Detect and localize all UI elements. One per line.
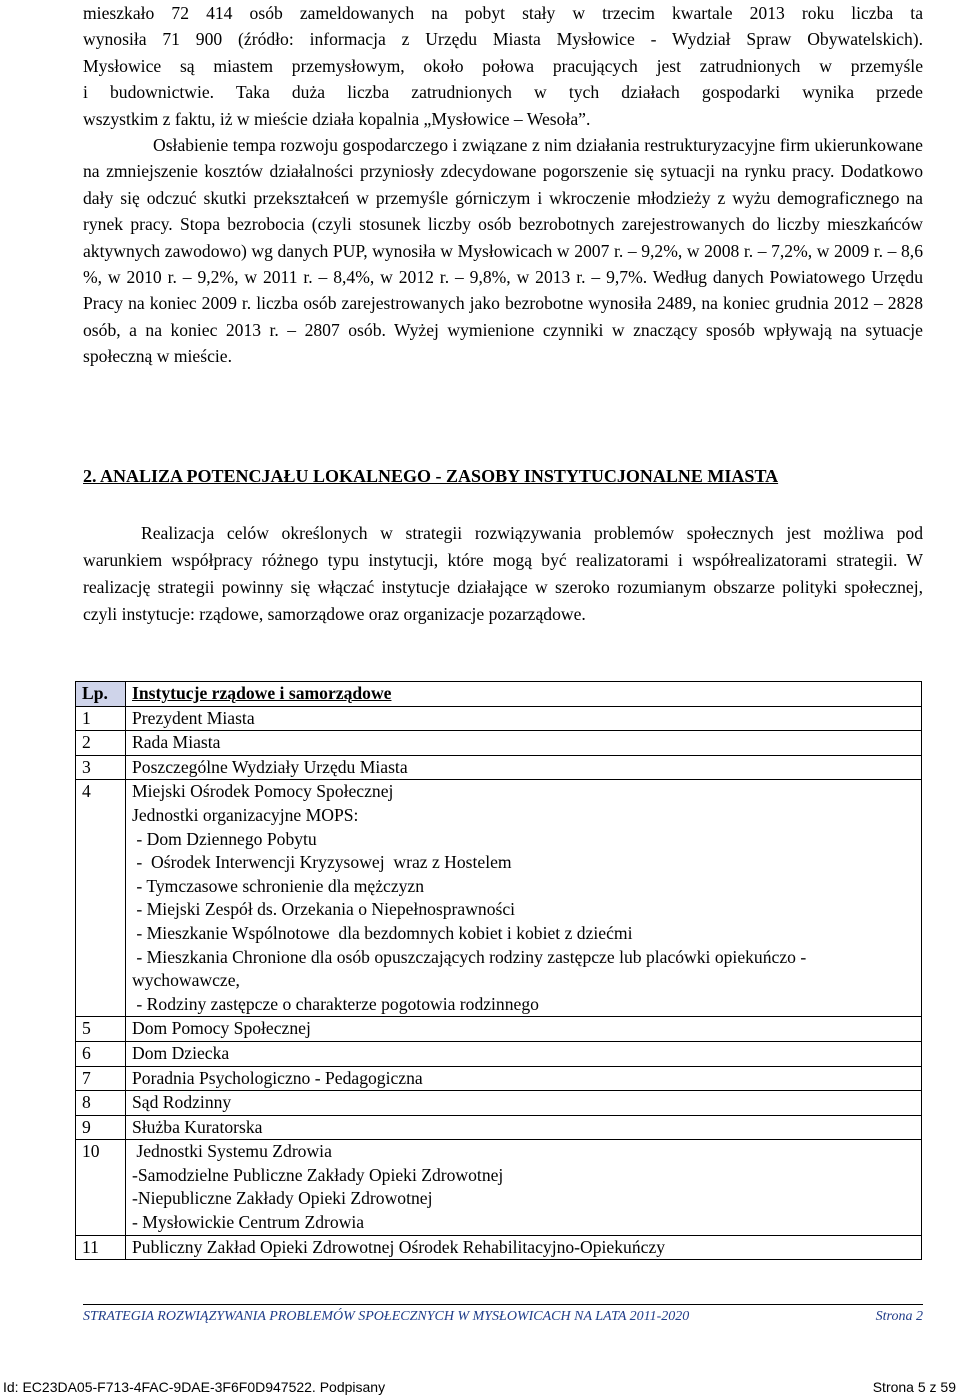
table-row xyxy=(76,706,922,731)
footer-divider xyxy=(83,1304,923,1305)
section-2 xyxy=(83,520,923,628)
intro-paragraph-1 xyxy=(83,0,923,106)
intro-line: Mysłowice są miastem przemysłowym, około połowa pracujących jest zatrudnionych w przemyśle xyxy=(83,55,923,76)
row-lp: 4 xyxy=(76,780,126,1017)
institution-line: - Ośrodek Interwencji Kryzysowej wraz z Hostelem xyxy=(132,852,512,873)
institution-line: Jednostki organizacyjne MOPS: xyxy=(132,804,359,825)
table-row xyxy=(76,1140,922,1235)
header-name-text: Instytucje rządowe i samorządowe xyxy=(132,683,392,703)
institution-line: - Mysłowickie Centrum Zdrowia xyxy=(132,1212,365,1233)
table-row xyxy=(76,755,922,780)
table-row xyxy=(76,731,922,756)
institution-line: Jednostki Systemu Zdrowia xyxy=(132,1141,332,1162)
row-lp: 1 xyxy=(76,706,126,731)
section-2-paragraph: Realizacja celów określonych w strategii rozwiązywania problemów społecznych jest możliwa pod warunkiem współpracy różnego typu instytucji, które mogą być realizatorami i współrealizatorami strategii. W realizację strategii powinny się włączać instytucje działające w szeroko rozumianym obszarze polityki społecznej, czyli instytucje: rządowe, samorządowe oraz organizacje pozarządowe. xyxy=(83,523,923,624)
header-name xyxy=(126,682,922,707)
institution-line: Rada Miasta xyxy=(132,732,221,753)
institution-line: Sąd Rodzinny xyxy=(132,1092,232,1113)
row-institution xyxy=(126,1091,922,1116)
page-footer xyxy=(83,1309,923,1325)
institution-line: - Mieszkania Chronione dla osób opuszczających rodziny zastępcze lub placówki opiekuńczo - wychowawcze, xyxy=(132,946,811,991)
row-institution xyxy=(126,1041,922,1066)
institution-line: Dom Pomocy Społecznej xyxy=(132,1018,311,1039)
table-row xyxy=(76,1091,922,1116)
institution-line: Prezydent Miasta xyxy=(132,707,255,728)
row-lp: 9 xyxy=(76,1115,126,1140)
intro-line: mieszkało 72 414 osób zameldowanych na pobyt stały w trzecim kwartale 2013 roku liczba ta xyxy=(83,3,923,23)
institution-line: - Rodziny zastępcze o charakterze pogotowia rodzinnego xyxy=(132,993,539,1014)
institution-line: - Miejski Zespół ds. Orzekania o Niepełnosprawności xyxy=(132,899,516,920)
table-row xyxy=(76,1115,922,1140)
row-institution xyxy=(126,706,922,731)
institution-line: - Tymczasowe schronienie dla mężczyzn xyxy=(132,875,425,896)
institution-line: -Niepubliczne Zakłady Opieki Zdrowotnej xyxy=(132,1188,433,1209)
footer-page-number: Strona 2 xyxy=(875,1309,923,1324)
row-institution xyxy=(126,1066,922,1091)
row-lp: 6 xyxy=(76,1041,126,1066)
section-heading xyxy=(83,466,778,487)
table-row xyxy=(76,1066,922,1091)
header-lp: Lp. xyxy=(76,682,126,707)
document-page xyxy=(83,0,923,370)
document-id: Id: EC23DA05-F713-4FAC-9DAE-3F6F0D947522. Podpisany xyxy=(3,1379,386,1395)
row-lp: 5 xyxy=(76,1017,126,1042)
institution-line: Służba Kuratorska xyxy=(132,1116,263,1137)
row-institution xyxy=(126,1017,922,1042)
institution-line: Miejski Ośrodek Pomocy Społecznej xyxy=(132,781,394,802)
institutions-table xyxy=(75,681,922,1260)
row-institution xyxy=(126,731,922,756)
institution-line: - Mieszkanie Wspólnotowe dla bezdomnych kobiet i kobiet z dziećmi xyxy=(132,922,633,943)
institution-line: - Dom Dziennego Pobytu xyxy=(132,828,317,849)
row-institution xyxy=(126,1140,922,1235)
institution-line: Poszczególne Wydziały Urzędu Miasta xyxy=(132,756,408,777)
table-row xyxy=(76,1235,922,1260)
institution-line: Publiczny Zakład Opieki Zdrowotnej Ośrodek Rehabilitacyjno-Opiekuńczy xyxy=(132,1236,666,1257)
row-institution xyxy=(126,755,922,780)
intro-line: i budownictwie. Taka duża liczba zatrudnionych w tych działach gospodarki wynika przede xyxy=(83,82,923,103)
intro-paragraph-1-last xyxy=(83,106,923,132)
table-row xyxy=(76,780,922,1017)
table-header-row xyxy=(76,682,922,707)
table-row xyxy=(76,1017,922,1042)
institution-line: -Samodzielne Publiczne Zakłady Opieki Zdrowotnej xyxy=(132,1164,504,1185)
institution-line: Poradnia Psychologiczno - Pedagogiczna xyxy=(132,1067,423,1088)
table-body xyxy=(76,706,922,1260)
row-institution xyxy=(126,1235,922,1260)
document-page-counter: Strona 5 z 59 xyxy=(872,1379,956,1395)
intro-line: wynosiła 71 900 (źródło: informacja z Urzędu Miasta Mysłowice - Wydział Spraw Obywatelskich). xyxy=(83,29,923,50)
row-lp: 10 xyxy=(76,1140,126,1235)
row-lp: 3 xyxy=(76,755,126,780)
intro-line: wszystkim z faktu, iż w mieście działa kopalnia „Mysłowice – Wesoła”. xyxy=(83,108,591,129)
row-institution xyxy=(126,780,922,1017)
intro-paragraph-2: Osłabienie tempa rozwoju gospodarczego i związane z nim działania restrukturyzacyjne firm ukierunkowane na zmniejszenie kosztów działalności przyniosły zdecydowane pogorszenie się sytuacji na rynku pracy. Dodatkowo dały się odczuć skutki przekształceń w przemyśle górniczym i wkroczenie młodzieży z wyżu demograficznego na rynek pracy. Stopa bezrobocia (czyli stosunek liczby osób bezrobotnych zarejestrowanych do liczby mieszkańców aktywnych zawodowo) wg danych PUP, wynosiła w Mysłowicach w 2007 r. – 9,2%, w 2008 r. – 7,2%, w 2009 r. – 8,6 %, w 2010 r. – 9,2%, w 2011 r. – 8,4%, w 2012 r. – 9,8%, w 2013 r. – 9,7%. Według danych Powiatowego Urzędu Pracy na koniec 2009 r. liczba osób zarejestrowanych jako bezrobotne wynosiła 2489, na koniec grudnia 2012 – 2828 osób, a na koniec 2013 r. – 2807 osób. Wyżej wymienione czynniki w znaczący sposób wpływają na sytuacje społeczną w mieście. xyxy=(83,135,923,367)
row-institution xyxy=(126,1115,922,1140)
footer-title: STRATEGIA ROZWIĄZYWANIA PROBLEMÓW SPOŁECZNYCH W MYSŁOWICACH NA LATA 2011-2020 xyxy=(83,1309,690,1324)
row-lp: 7 xyxy=(76,1066,126,1091)
row-lp: 8 xyxy=(76,1091,126,1116)
row-lp: 11 xyxy=(76,1235,126,1260)
section-heading-text: 2. ANALIZA POTENCJAŁU LOKALNEGO - ZASOBY INSTYTUCJONALNE MIASTA xyxy=(83,466,779,486)
table-row xyxy=(76,1041,922,1066)
institution-line: Dom Dziecka xyxy=(132,1042,230,1063)
row-lp: 2 xyxy=(76,731,126,756)
